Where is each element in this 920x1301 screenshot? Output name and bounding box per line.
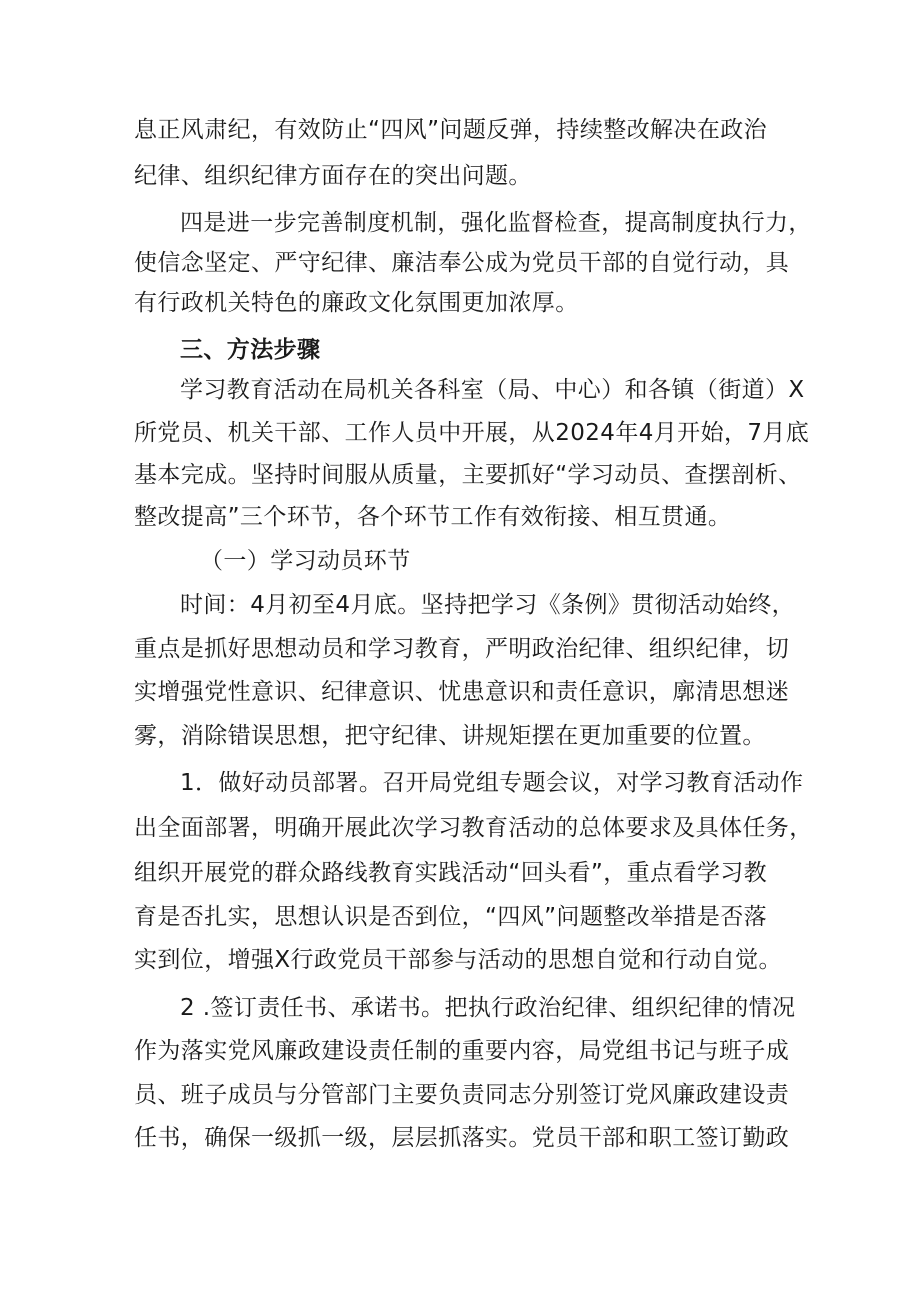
text-line: 基本完成。坚持时间服从质量，主要抓好“学习动员、查摆剖析、	[134, 462, 802, 488]
text-line: 实到位，增强X行政党员干部参与活动的思想自觉和行动自觉。	[134, 947, 782, 973]
text-line: 出全面部署，明确开展此次学习教育活动的总体要求及具体任务，	[134, 815, 813, 841]
text-line: 实增强党性意识、纪律意识、忧患意识和责任意识，廓清思想迷	[134, 679, 790, 705]
text-line: 纪律、组织纪律方面存在的突出问题。	[134, 163, 532, 189]
subsection-heading: （一）学习动员环节	[200, 548, 411, 574]
text-line: 育是否扎实，思想认识是否到位，“四风”问题整改举措是否落	[134, 904, 768, 930]
text-line: 员、班子成员与分管部门主要负责同志分别签订党风廉政建设责	[134, 1082, 790, 1108]
paragraph-start-line: 四是进一步完善制度机制，强化监督检查，提高制度执行力，	[180, 210, 812, 236]
text-line: 整改提高”三个环节，各个环节工作有效衔接、相互贯通。	[134, 504, 732, 530]
text-line: 作为落实党风廉政建设责任制的重要内容，局党组书记与班子成	[134, 1038, 790, 1064]
text-line: 使信念坚定、严守纪律、廉洁奉公成为党员干部的自觉行动，具	[134, 250, 790, 276]
text-line: 所党员、机关干部、工作人员中开展，从2024年4月开始，7月底	[134, 420, 810, 446]
paragraph-start-line: 时间：4月初至4月底。坚持把学习《条例》贯彻活动始终，	[180, 592, 796, 618]
section-heading: 三、方法步骤	[180, 337, 321, 363]
text-line: 雾，消除错误思想，把守纪律、讲规矩摆在更加重要的位置。	[134, 723, 766, 749]
paragraph-start-line: 学习教育活动在局机关各科室（局、中心）和各镇（街道）X	[180, 377, 805, 403]
paragraph-start-line: 2 .签订责任书、承诺书。把执行政治纪律、组织纪律的情况	[180, 995, 796, 1021]
text-line: 息正风肃纪，有效防止“四风”问题反弹，持续整改解决在政治	[134, 117, 768, 143]
text-line: 有行政机关特色的廉政文化氛围更加浓厚。	[134, 290, 579, 316]
text-line: 组织开展党的群众路线教育实践活动“回头看”，重点看学习教	[134, 860, 768, 886]
text-line: 任书，确保一级抓一级，层层抓落实。党员干部和职工签订勤政	[134, 1125, 790, 1151]
paragraph-start-line: 1．做好动员部署。召开局党组专题会议，对学习教育活动作	[180, 770, 804, 796]
text-line: 重点是抓好思想动员和学习教育，严明政治纪律、组织纪律，切	[134, 636, 790, 662]
